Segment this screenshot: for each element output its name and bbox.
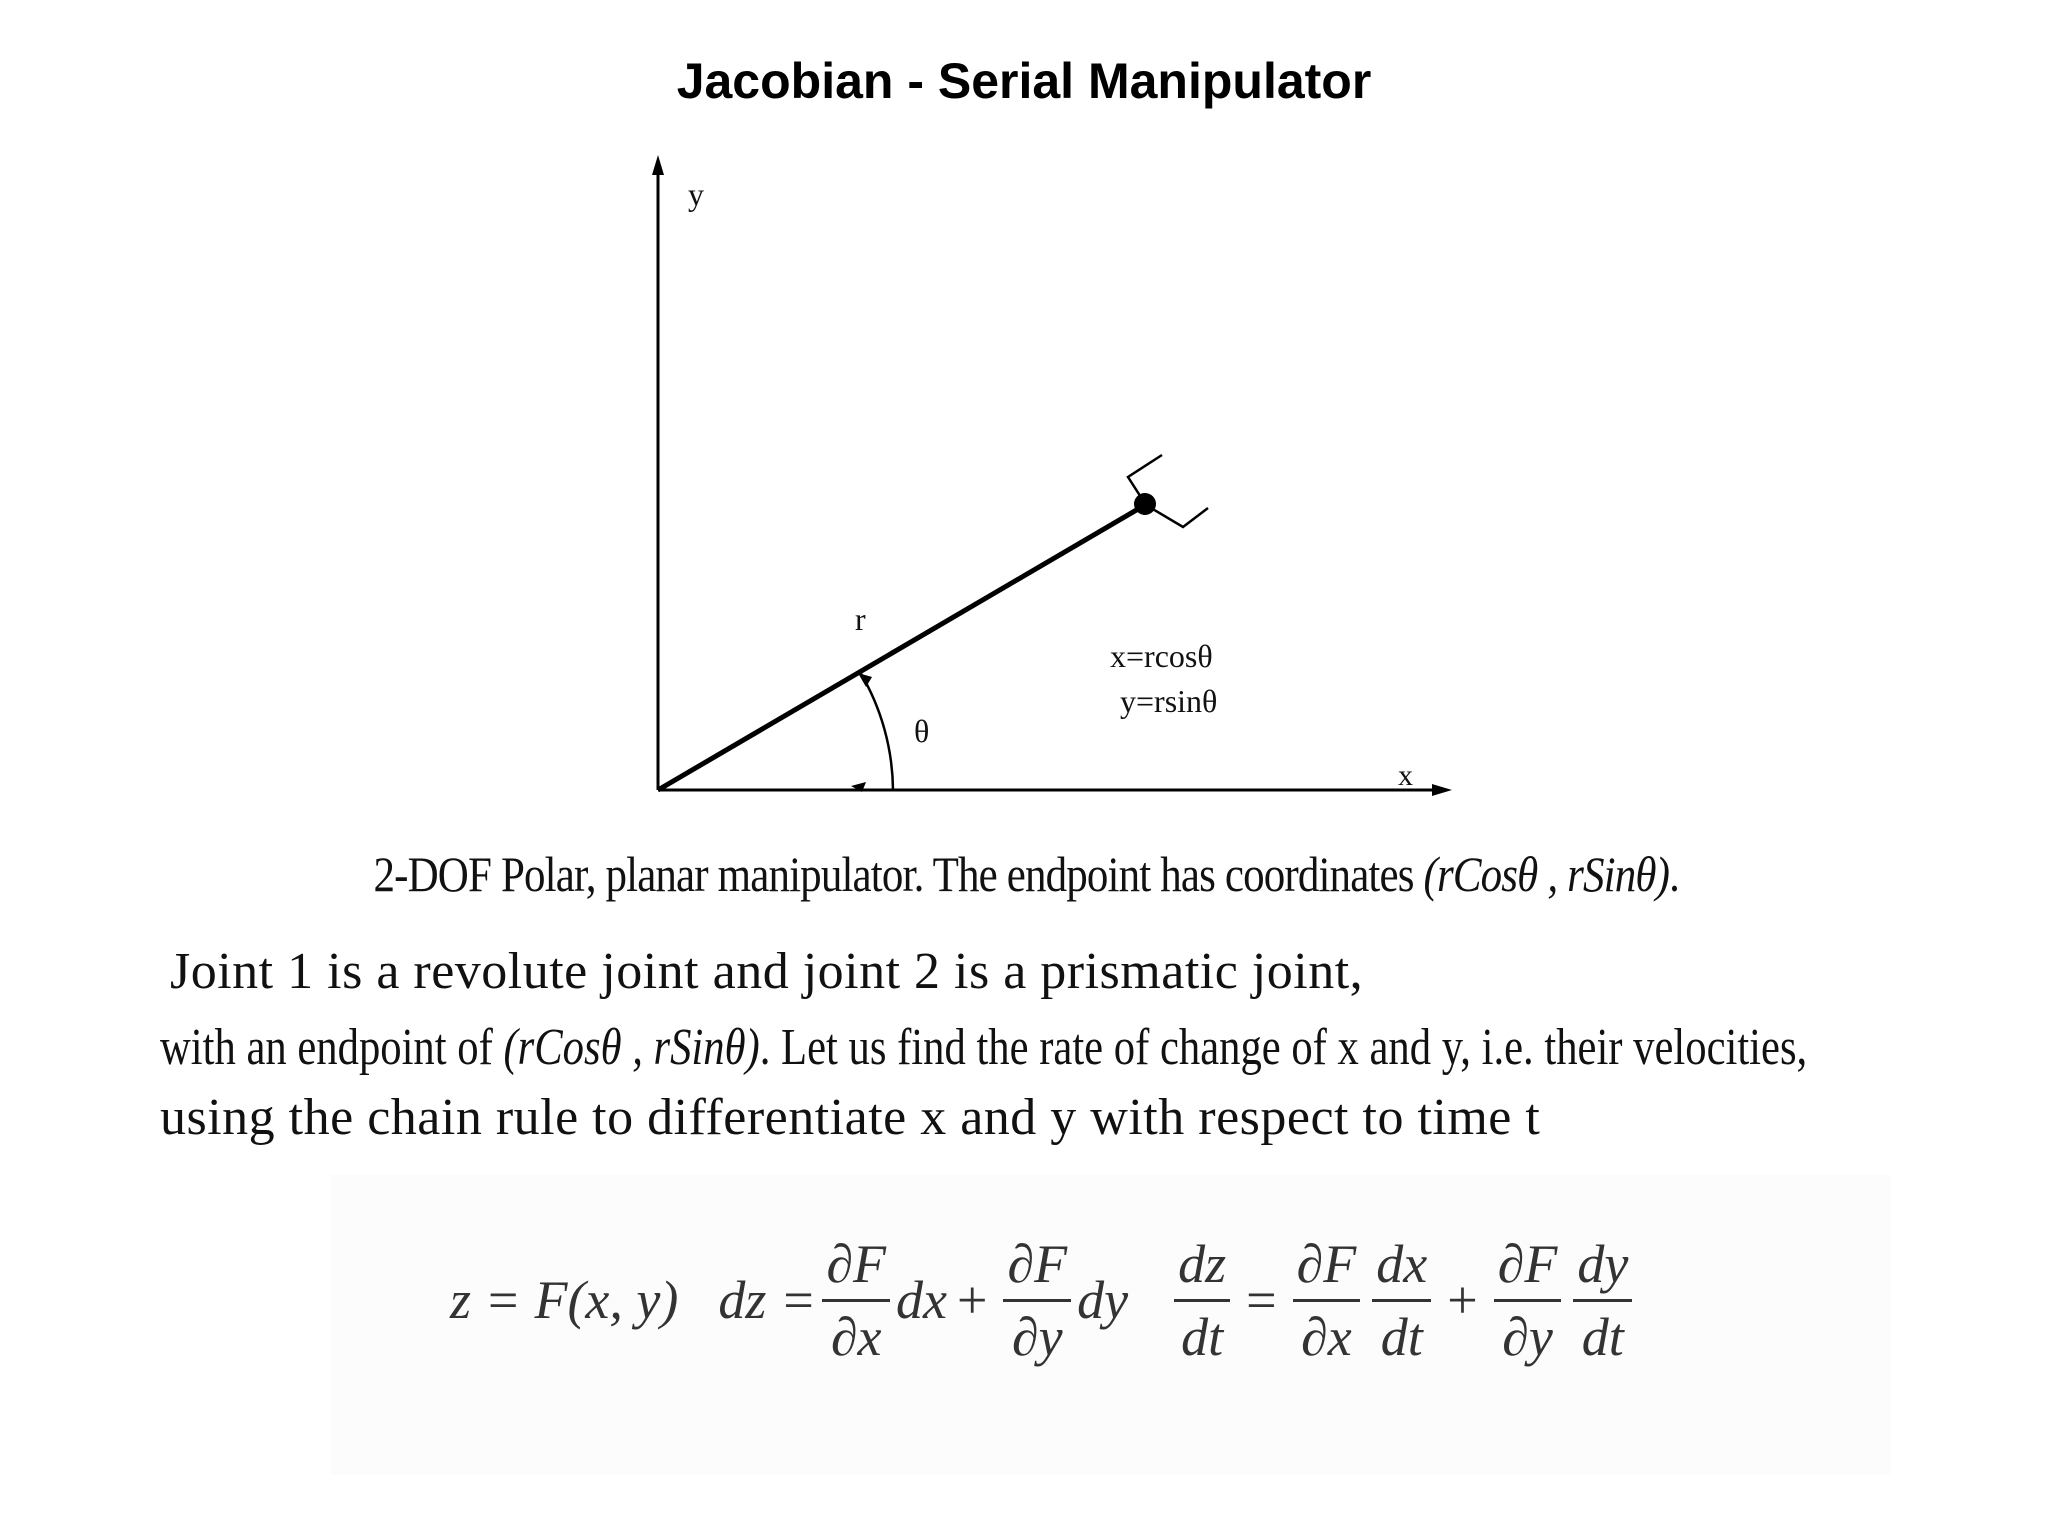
equals: = [1246,1270,1277,1330]
frac-dx-dt: $\frac{dx}{dt}$ [1372,1233,1431,1368]
frac-dF-dx-2: $\frac{\partial F}{\partial x}$ [1293,1233,1361,1368]
caption-text: 2-DOF Polar, planar manipulator. The endpoint has coordinates [373,846,1424,902]
plus-1: + [956,1270,988,1330]
frac-dF-dy: $\frac{\partial F}{\partial y}$ [1003,1233,1071,1368]
body-line-1: Joint 1 is a revolute joint and joint 2 is a prismatic joint, [170,943,1364,1000]
x-axis-arrowhead [1432,784,1452,796]
frac-dz-dt: $\frac{dz}{dt}$ [1174,1233,1230,1368]
dy-term: dy [1077,1270,1129,1330]
frac-dF-dx: $\frac{\partial F}{\partial x}$ [822,1233,890,1368]
arc-arrow-top [858,673,872,687]
page-title: Jacobian - Serial Manipulator [676,53,1372,109]
y-equation-label: y=rsinθ [1120,683,1218,719]
dz-lhs: dz = [718,1270,817,1330]
x-equation-label: x=rcosθ [1110,638,1213,674]
y-axis-arrowhead [652,155,664,175]
figure-caption [146,845,1907,903]
dx-term: dx [895,1270,947,1330]
y-axis-label: y [688,176,704,212]
link-label: r [855,601,866,637]
gripper [1128,455,1208,527]
caption-end: . [1669,846,1679,902]
angle-label: θ [914,713,930,749]
line2-end: . Let us find the rate of change of x and y, i.e. their velocities, [759,1019,1808,1076]
frac-dF-dy-2: $\frac{\partial F}{\partial y}$ [1494,1233,1562,1368]
body-line-3: using the chain rule to differentiate x and y with respect to time t [160,1089,1541,1146]
angle-arc [860,672,893,790]
body-line-2 [160,1018,1807,1077]
caption-coords: (rCosθ , rSinθ) [1423,846,1670,902]
link-r [658,505,1145,790]
x-axis-label: x [1398,759,1413,792]
line2-start: with an endpoint of [160,1019,504,1076]
chain-rule-equation [450,1225,1638,1375]
plus-2: + [1447,1270,1478,1330]
z-definition: z = F(x, y) [450,1270,679,1330]
line2-coords: (rCosθ , rSinθ) [503,1019,760,1076]
frac-dy-dt: $\frac{dy}{dt}$ [1573,1233,1632,1368]
